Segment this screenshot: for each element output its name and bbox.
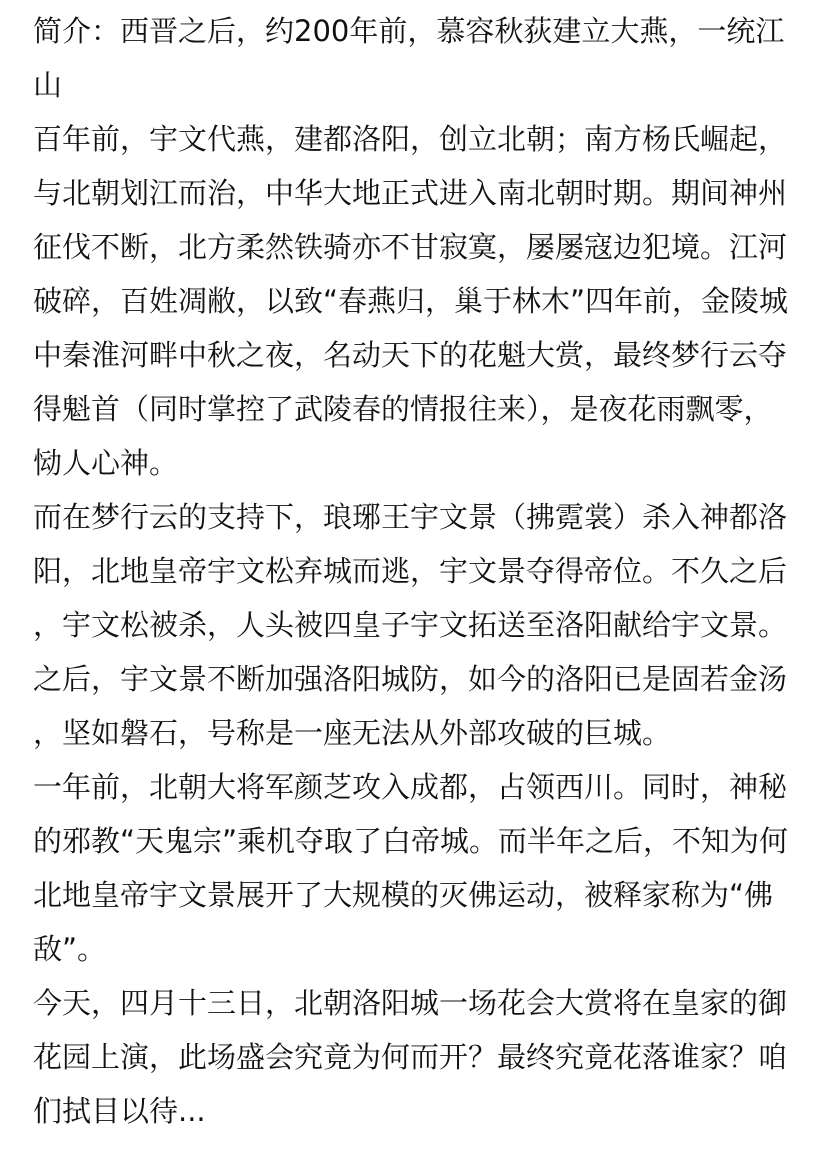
paragraph-history: 百年前，宇文代燕，建都洛阳，创立北朝；南方杨氏崛起，与北朝划江而治，中华大地正式进入南北朝时期。期间神州征伐不断，北方柔然铁骑亦不甘寂寞，屡屡寇边犯境。江河破碎，百姓凋敝，以致“春燕归，巢于林木”四年前，金陵城中秦淮河畔中秋之夜，名动天下的花魁大赏，最终梦行云夺得魁首（同时掌控了武陵春的情报往来），是夜花雨飘零，恸人心神。 xyxy=(33,122,789,480)
paragraph-intro: 简介：西晋之后，约200年前，慕容秋荻建立大燕，一统江山 xyxy=(33,14,785,102)
paragraph-luoyang: 而在梦行云的支持下，琅琊王宇文景（拂霓裳）杀入神都洛阳，北地皇帝宇文松弃城而逃，宇文景夺得帝位。不久之后，宇文松被杀，人头被四皇子宇文拓送至洛阳献给宇文景。之后，宇文景不断加强洛阳城防，如今的洛阳已是固若金汤，坚如磐石，号称是一座无法从外部攻破的巨城。 xyxy=(33,500,788,750)
paragraph-today: 今天，四月十三日，北朝洛阳城一场花会大赏将在皇家的御花园上演，此场盛会究竟为何而开？最终究竟花落谁家？咱们拭目以待... xyxy=(33,986,788,1128)
paragraph-one-year-ago: 一年前，北朝大将军颜芝攻入成都，占领西川。同时，神秘的邪教“天鬼宗”乘机夺取了白帝城。而半年之后，不知为何北地皇帝宇文景展开了大规模的灭佛运动，被释家称为“佛敌”。 xyxy=(33,770,789,966)
